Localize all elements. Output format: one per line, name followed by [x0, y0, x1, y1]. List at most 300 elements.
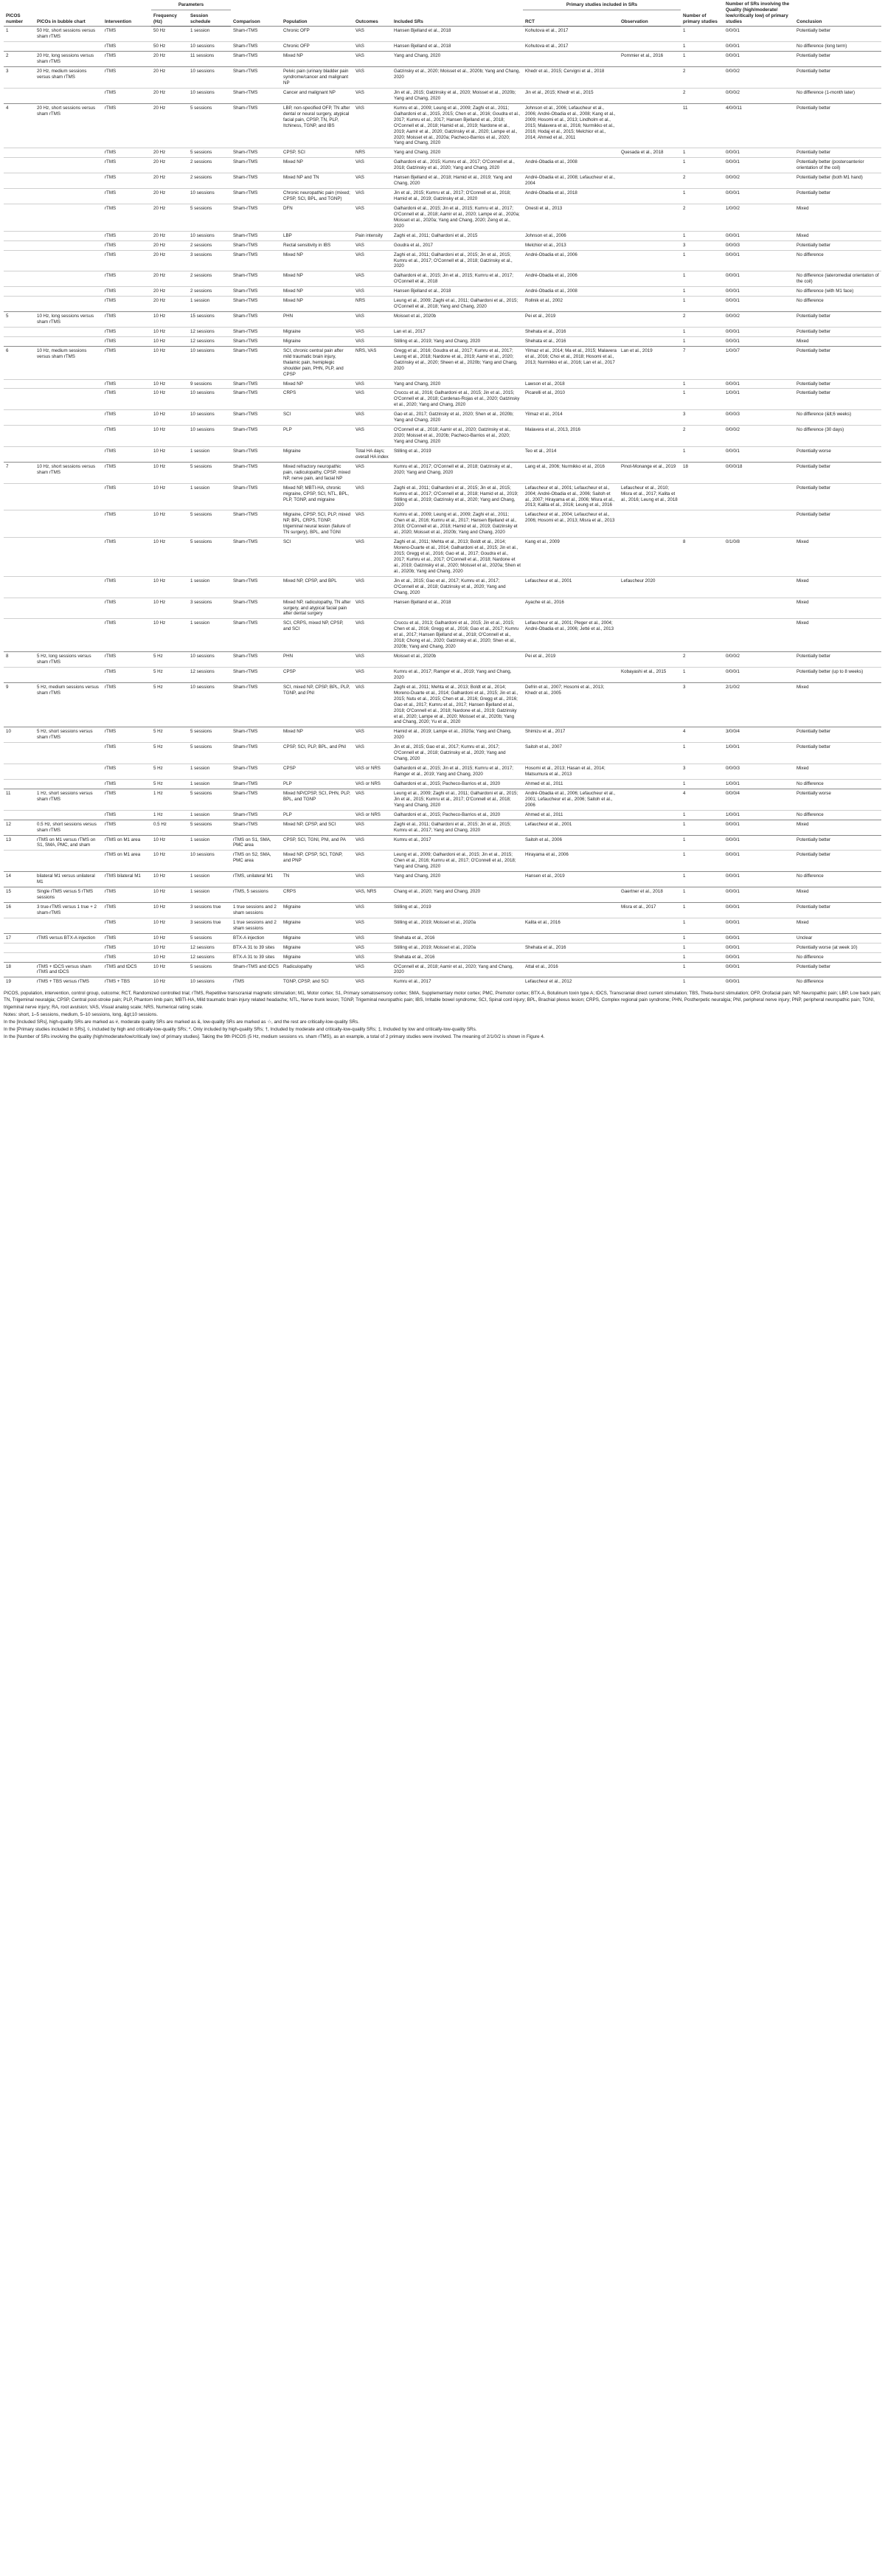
table-cell	[35, 287, 103, 297]
table-cell: 0/0/0/1	[723, 851, 794, 872]
table-cell	[4, 336, 35, 346]
table-cell: Jin et al., 2015; Kumru et al., 2017; O'Connell et al., 2018; Hamid et al., 2019; Gatzinsky et al., 2020	[392, 189, 523, 204]
table-cell: 2 sessions	[188, 240, 231, 250]
table-cell: Mixed NP	[281, 287, 353, 297]
table-cell: 3 sessions true	[188, 918, 231, 933]
table-cell: 4	[681, 789, 723, 810]
table-cell: Migraine	[281, 933, 353, 943]
table-cell: Sham-rTMS	[231, 240, 281, 250]
table-cell: Chronic OFP	[281, 42, 353, 52]
table-cell: 3 sessions true	[188, 902, 231, 918]
table-cell: VAS	[353, 67, 392, 89]
table-cell: Potentially better	[794, 52, 881, 67]
table-cell	[35, 764, 103, 780]
table-cell: VAS	[353, 88, 392, 103]
table-cell: Potentially better	[794, 240, 881, 250]
table-cell	[619, 426, 681, 447]
table-cell	[4, 851, 35, 872]
table-cell: Mixed NP	[281, 250, 353, 271]
table-cell: 50 Hz	[151, 27, 188, 42]
table-cell: rTMS	[103, 27, 151, 42]
table-cell: Galhardoni et al., 2015; Jin et al., 2015; Kumru et al., 2017; O'Connell et al., 2018; Aamir et al., 2020; Lampe et al., 2020a; Moisset et al., 2020a; Yang and Chang, 2020; Zeng et al., 2020	[392, 204, 523, 231]
table-row	[4, 346, 881, 379]
table-cell: Gaertner et al., 2018	[619, 887, 681, 903]
table-cell: 0/0/0/2	[723, 652, 794, 668]
table-cell: Mixed	[794, 538, 881, 577]
table-cell: Mixed	[794, 764, 881, 780]
table-cell	[35, 918, 103, 933]
table-cell: Defrin et al., 2007; Hosomi et al., 2013; Khedr et al., 2005	[523, 682, 619, 727]
table-cell: 10 sessions	[188, 410, 231, 426]
table-row	[4, 88, 881, 103]
table-cell: VAS	[353, 312, 392, 328]
table-cell	[619, 173, 681, 189]
table-cell: Hansen Bjelland et al., 2018	[392, 42, 523, 52]
table-cell: Lefaucheur et al., 2001	[523, 576, 619, 598]
table-cell: Sham-rTMS	[231, 52, 281, 67]
table-cell: No difference (lateromedial orientation of the coil)	[794, 271, 881, 287]
col-intervention: Intervention	[105, 18, 132, 24]
table-cell: Mixed NP, radiculopathy, TN after surgery, and atypical facial pain after dental surgery	[281, 598, 353, 619]
table-cell: Mixed	[794, 204, 881, 231]
table-cell: Hosomi et al., 2013; Hasan et al., 2014; Matsumura et al., 2013	[523, 764, 619, 780]
table-cell: Zaghi et al., 2011; Galhardoni et al., 2015; Jin et al., 2015; Kumru et al., 2017; Yang and Chang, 2020	[392, 820, 523, 835]
table-cell	[4, 510, 35, 538]
table-row	[4, 851, 881, 872]
table-cell: 1 Hz, short sessions versus sham rTMS	[35, 789, 103, 810]
table-cell: Potentially better (up to 8 weeks)	[794, 667, 881, 682]
table-cell: 11	[4, 789, 35, 810]
table-cell: 1 true sessions and 2 sham sessions	[231, 902, 281, 918]
table-cell: 4	[4, 103, 35, 148]
col-rct: RCT	[523, 10, 619, 27]
table-cell: 4/0/0/11	[723, 103, 794, 148]
table-cell: Melchior et al., 2013	[523, 240, 619, 250]
note-line: In the [Primary studies included in SRs], ◊, included by high and critically-low-quality SRs; *, Only included by high-quality SRs; †, Included by moderate and critically-low-quality SRs; ‡, Included by low and critically-low-quality SRs.	[4, 1026, 477, 1032]
table-cell: CPSP	[281, 764, 353, 780]
table-cell: 10 Hz	[151, 943, 188, 952]
table-cell	[4, 426, 35, 447]
table-cell: 20 Hz	[151, 287, 188, 297]
table-cell	[619, 764, 681, 780]
table-cell: 1 session	[188, 872, 231, 887]
table-cell: 10 Hz	[151, 872, 188, 887]
table-cell: CPSP, SCI, TGNI, PNI, and PA	[281, 835, 353, 851]
picos-table	[4, 0, 881, 986]
table-cell: rTMS	[103, 173, 151, 189]
table-cell: 12 sessions	[188, 952, 231, 962]
table-cell: Sham-rTMS	[231, 576, 281, 598]
table-cell: 10 Hz	[151, 410, 188, 426]
table-cell: 10 Hz	[151, 887, 188, 903]
table-cell: 1 session	[188, 764, 231, 780]
table-cell: 3 sessions	[188, 250, 231, 271]
table-cell	[681, 510, 723, 538]
table-cell: rTMS	[103, 271, 151, 287]
table-cell: rTMS	[103, 902, 151, 918]
table-cell: Single rTMS versus 5 rTMS sessions	[35, 887, 103, 903]
table-row	[4, 271, 881, 287]
col-frequency: Frequency (Hz)	[151, 10, 188, 27]
table-row	[4, 952, 881, 962]
table-cell: Ahmed et al., 2011	[523, 779, 619, 789]
table-cell: 0/0/0/1	[723, 42, 794, 52]
table-cell: No difference (1-month later)	[794, 88, 881, 103]
table-cell: 6	[4, 346, 35, 379]
table-cell	[619, 27, 681, 42]
table-cell: Zaghi et al., 2011; Galhardoni et al., 2015; Jin et al., 2015; Kumru et al., 2017; O'Connell et al., 2018; Hamid et al., 2019; Stilling et al., 2019; Gatzinsky et al., 2020; Yang and Chang, 2020	[392, 483, 523, 510]
table-cell: BTX-A injection	[231, 933, 281, 943]
table-cell: 0.5 Hz	[151, 820, 188, 835]
table-cell: VAS	[353, 462, 392, 483]
table-cell: 1	[681, 887, 723, 903]
table-cell: 1	[681, 297, 723, 312]
table-cell	[723, 619, 794, 652]
table-cell: 1 session	[188, 576, 231, 598]
table-cell: Mixed NP	[281, 158, 353, 173]
table-cell: Potentially better	[794, 462, 881, 483]
table-cell: Shehata et al., 2016	[392, 933, 523, 943]
table-cell: rTMS + TBS	[103, 977, 151, 986]
table-cell: Pelvic pain (urinary bladder pain syndrome/cancer and malignant NP	[281, 67, 353, 89]
table-row	[4, 52, 881, 67]
table-cell: No difference	[794, 872, 881, 887]
table-cell: Leung et al., 2009; Zaghi et al., 2011; Galhardoni et al., 2015; O'Connell et al., 2018; Yang and Chang, 2020	[392, 297, 523, 312]
table-cell: Potentially better (posteroanterior orientation of the coil)	[794, 158, 881, 173]
table-cell: CRPS	[281, 887, 353, 903]
table-cell: André-Obadia et al., 2006	[523, 271, 619, 287]
table-cell: 0/0/0/1	[723, 379, 794, 389]
table-cell	[4, 598, 35, 619]
table-cell: PLP	[281, 426, 353, 447]
document	[4, 0, 881, 1040]
table-cell: Kohutova et al., 2017	[523, 27, 619, 42]
table-cell: 20 Hz	[151, 297, 188, 312]
table-cell: 14	[4, 872, 35, 887]
table-cell: rTMS	[103, 312, 151, 328]
table-cell	[4, 389, 35, 410]
table-cell: 10 sessions	[188, 67, 231, 89]
table-cell: 3	[681, 240, 723, 250]
table-cell: Potentially better	[794, 103, 881, 148]
table-cell: 10 Hz	[151, 851, 188, 872]
table-cell	[35, 189, 103, 204]
table-row	[4, 810, 881, 820]
table-cell: CPSP, SCI, PLP, BPL, and PNI	[281, 743, 353, 764]
table-cell: Zaghi et al., 2011; Galhardoni et al., 2015; Jin et al., 2015; Kumru et al., 2017; O'Connell et al., 2018; Gatzinsky et al., 2020	[392, 250, 523, 271]
table-cell: VAS	[353, 576, 392, 598]
table-cell: 1	[681, 271, 723, 287]
table-cell: rTMS	[103, 88, 151, 103]
table-cell: Sham-rTMS	[231, 426, 281, 447]
table-cell: rTMS	[103, 240, 151, 250]
table-cell: 5	[4, 312, 35, 328]
table-cell: Mixed	[794, 598, 881, 619]
table-cell	[4, 538, 35, 577]
table-cell: VAS	[353, 820, 392, 835]
table-cell: 5 sessions	[188, 820, 231, 835]
table-cell: VAS	[353, 52, 392, 67]
table-cell: rTMS	[103, 426, 151, 447]
table-cell	[4, 173, 35, 189]
table-cell: O'Connell et al., 2018; Aamir et al., 2020; Gatzinsky et al., 2020; Moisset et al., 2020b; Pacheco-Barrios et al., 2020; Yang and Chang, 2020	[392, 426, 523, 447]
table-cell	[4, 918, 35, 933]
col-primary-studies: Primary studies included in SRs	[523, 0, 681, 10]
table-row	[4, 204, 881, 231]
table-cell	[619, 743, 681, 764]
table-cell: 10 sessions	[188, 426, 231, 447]
table-cell: VAS or NRS	[353, 764, 392, 780]
table-cell	[619, 652, 681, 668]
col-number-primary: Number of primary studies	[683, 13, 718, 24]
table-cell: 1	[681, 327, 723, 336]
table-row	[4, 789, 881, 810]
table-cell: 0/0/0/1	[723, 189, 794, 204]
table-cell: 10 Hz	[151, 336, 188, 346]
table-cell: rTMS	[103, 598, 151, 619]
table-cell	[4, 667, 35, 682]
table-cell: 3	[681, 764, 723, 780]
table-cell: 5 Hz	[151, 727, 188, 743]
table-cell: PHN	[281, 312, 353, 328]
table-cell	[35, 148, 103, 158]
table-cell: 10 Hz	[151, 446, 188, 462]
table-cell: André-Obadia et al., 2018	[523, 189, 619, 204]
table-row	[4, 619, 881, 652]
table-cell	[35, 779, 103, 789]
table-cell: rTMS on M1 area	[103, 851, 151, 872]
table-cell: Moisset et al., 2020b	[392, 312, 523, 328]
table-cell	[523, 887, 619, 903]
table-row	[4, 189, 881, 204]
table-cell: 10 Hz, medium sessions versus sham rTMS	[35, 346, 103, 379]
table-cell: 0/0/0/2	[723, 173, 794, 189]
table-cell: VAS	[353, 598, 392, 619]
table-cell: Lefaucheur et al., 2001	[523, 820, 619, 835]
table-cell: Mixed NP	[281, 727, 353, 743]
table-cell	[619, 619, 681, 652]
table-cell: VAS	[353, 426, 392, 447]
table-cell: 20 Hz	[151, 148, 188, 158]
table-cell: Ayache et al., 2016	[523, 598, 619, 619]
table-row	[4, 727, 881, 743]
table-cell: rTMS	[103, 336, 151, 346]
table-cell: VAS	[353, 410, 392, 426]
table-cell: Total HA days; overall HA index	[353, 446, 392, 462]
table-cell: Sham-rTMS	[231, 682, 281, 727]
table-cell: 0/0/0/1	[723, 250, 794, 271]
table-cell: Sham-rTMS	[231, 250, 281, 271]
table-cell: rTMS	[103, 887, 151, 903]
table-cell: Potentially better	[794, 389, 881, 410]
table-cell: rTMS	[103, 943, 151, 952]
table-cell: 5 sessions	[188, 789, 231, 810]
table-cell: 10 Hz	[151, 933, 188, 943]
table-cell: VAS	[353, 682, 392, 727]
table-cell: Kumru et al., 2009; Leung et al., 2009; Zaghi et al., 2011; Galhardoni et al., 2015, 2015; Chen et al., 2016; Goudra et al., 2017; Kumru et al., 2017; Hansen Bjelland et al., 2018; O'Connell et al., 2018; Hamid et al., 2019; Nardone et al., 2019; Aamir et al., 2020; Gatzinsky et al., 2020; Lampe et al., 2020; Moisset et al., 2020a; Pacheco-Barrios et al., 2020; Yang and Chang, 2020	[392, 103, 523, 148]
table-cell: Sham-rTMS	[231, 510, 281, 538]
table-cell: VAS	[353, 727, 392, 743]
table-cell: rTMS	[103, 483, 151, 510]
table-cell: Galhardoni et al., 2015; Pacheco-Barrios et al., 2020	[392, 779, 523, 789]
table-cell	[35, 598, 103, 619]
table-cell: 0/0/0/1	[723, 271, 794, 287]
table-cell: Hamid et al., 2019; Lampe et al., 2020a; Yang and Chang, 2020	[392, 727, 523, 743]
table-cell: 2 sessions	[188, 173, 231, 189]
table-cell: 0/0/0/3	[723, 410, 794, 426]
table-cell: rTMS	[103, 619, 151, 652]
table-cell: VAS	[353, 287, 392, 297]
table-cell	[619, 379, 681, 389]
table-cell: 0/0/0/1	[723, 52, 794, 67]
table-cell: 2	[4, 52, 35, 67]
table-cell: VAS	[353, 510, 392, 538]
col-population: Population	[283, 18, 308, 24]
table-cell: 10 sessions	[188, 977, 231, 986]
table-cell: 2	[681, 426, 723, 447]
table-cell: 7	[681, 346, 723, 379]
table-cell: rTMS and tDCS	[103, 962, 151, 977]
table-cell: 2	[681, 312, 723, 328]
table-cell: 2	[681, 88, 723, 103]
table-cell	[619, 779, 681, 789]
table-cell	[4, 410, 35, 426]
table-cell: Jin et al., 2015; Khedr et al., 2015	[523, 88, 619, 103]
table-cell: 5 Hz, medium sessions versus sham rTMS	[35, 682, 103, 727]
table-cell: rTMS	[103, 789, 151, 810]
table-cell: Sham-rTMS	[231, 598, 281, 619]
table-cell	[619, 410, 681, 426]
table-cell	[4, 231, 35, 240]
table-row	[4, 336, 881, 346]
table-cell: Mixed NP/CPSP, SCI, PHN, PLP, BPL, and TGNP	[281, 789, 353, 810]
table-cell	[4, 743, 35, 764]
table-cell: NRS	[353, 148, 392, 158]
table-cell: Goudra et al., 2017	[392, 240, 523, 250]
table-cell: rTMS	[103, 810, 151, 820]
table-cell: Potentially better	[794, 312, 881, 328]
table-cell: 3 sessions	[188, 598, 231, 619]
table-cell: Galhardoni et al., 2015; Jin et al., 2015; Kumru et al., 2017; O'Connell et al., 2018	[392, 271, 523, 287]
table-cell: Teo et al., 2014	[523, 446, 619, 462]
table-cell: Sham-rTMS	[231, 158, 281, 173]
table-cell: rTMS	[103, 667, 151, 682]
table-cell	[523, 52, 619, 67]
table-cell: rTMS	[103, 42, 151, 52]
table-cell: Sham-rTMS	[231, 346, 281, 379]
col-session-schedule: Session schedule	[188, 10, 231, 27]
table-cell: Mixed NP	[281, 379, 353, 389]
table-cell: 1 session	[188, 297, 231, 312]
table-cell: Hirayama et al., 2006	[523, 851, 619, 872]
table-cell	[4, 779, 35, 789]
table-cell: 1 session	[188, 483, 231, 510]
table-cell: 1	[681, 820, 723, 835]
table-cell: Leung et al., 2009; Galhardoni et al., 2015; Jin et al., 2015; Chen et al., 2016; Kumru et al., 2017; O'Connell et al., 2018; Yang and Chang, 2020	[392, 851, 523, 872]
table-row	[4, 148, 881, 158]
table-cell: Mixed	[794, 619, 881, 652]
table-cell: Moisset et al., 2020b	[392, 652, 523, 668]
table-cell: Stilling et al., 2019	[392, 446, 523, 462]
table-cell: 0/0/0/1	[723, 933, 794, 943]
table-cell: BTX-A 31 to 39 sites	[231, 943, 281, 952]
table-cell: 12 sessions	[188, 943, 231, 952]
table-cell: rTMS	[103, 287, 151, 297]
table-cell: VAS, NRS	[353, 887, 392, 903]
table-cell: Saitoh et al., 2007	[523, 743, 619, 764]
table-cell	[619, 977, 681, 986]
table-cell: VAS	[353, 389, 392, 410]
table-cell: André-Obadia et al., 2006; Lefaucheur et al., 2001; Lefaucheur et al., 2006; Saitoh et al., 2006	[523, 789, 619, 810]
table-header	[4, 0, 881, 27]
table-cell: 10 Hz, long sessions versus sham rTMS	[35, 312, 103, 328]
table-cell: No difference	[794, 250, 881, 271]
table-row	[4, 887, 881, 903]
table-cell: PHN	[281, 652, 353, 668]
table-cell: 5 sessions	[188, 727, 231, 743]
table-cell: 1	[681, 872, 723, 887]
table-cell: rTMS bilateral M1	[103, 872, 151, 887]
table-cell	[35, 379, 103, 389]
table-cell	[723, 598, 794, 619]
table-cell: 0/0/0/1	[723, 148, 794, 158]
table-cell: rTMS	[103, 231, 151, 240]
table-cell: 1/0/0/7	[723, 346, 794, 379]
table-cell: Lan et al., 2019	[619, 346, 681, 379]
table-cell: Potentially worse (at week 10)	[794, 943, 881, 952]
table-cell: 16	[4, 902, 35, 918]
table-cell: Sham-rTMS	[231, 483, 281, 510]
table-cell: 1	[681, 977, 723, 986]
table-cell	[4, 446, 35, 462]
table-cell	[4, 327, 35, 336]
table-cell: VAS	[353, 962, 392, 977]
table-cell: Potentially better	[794, 483, 881, 510]
table-cell: Yang and Chang, 2020	[392, 148, 523, 158]
table-cell	[35, 619, 103, 652]
table-cell: Sham-rTMS	[231, 727, 281, 743]
table-row	[4, 27, 881, 42]
table-cell: 5 Hz, short sessions versus sham rTMS	[35, 727, 103, 743]
table-cell: 1	[681, 189, 723, 204]
table-cell: VAS	[353, 933, 392, 943]
table-cell: 20 Hz, long sessions versus sham rTMS	[35, 52, 103, 67]
table-cell: Shehata et al., 2016	[523, 336, 619, 346]
table-cell: Sham-rTMS	[231, 379, 281, 389]
table-cell: BTX-A 31 to 39 sites	[231, 952, 281, 962]
table-cell: Hansen Bjelland et al., 2018; Hamid et al., 2019; Yang and Chang, 2020	[392, 173, 523, 189]
table-row	[4, 820, 881, 835]
table-cell: Pinot-Monange et al., 2019	[619, 462, 681, 483]
table-cell: Potentially better	[794, 835, 881, 851]
table-cell: 5 Hz	[151, 667, 188, 682]
table-cell	[723, 510, 794, 538]
table-cell: Mixed NP	[281, 52, 353, 67]
table-cell: 1	[681, 902, 723, 918]
table-cell	[619, 240, 681, 250]
table-cell: Sham-rTMS	[231, 820, 281, 835]
col-bubble-chart: PICOs in bubble chart	[37, 18, 86, 24]
table-cell: Mixed NP and TN	[281, 173, 353, 189]
table-cell: 20 Hz	[151, 103, 188, 148]
table-cell: VAS	[353, 952, 392, 962]
table-cell: Mixed	[794, 918, 881, 933]
table-cell: Sham-rTMS	[231, 148, 281, 158]
table-row	[4, 918, 881, 933]
table-cell: NRS	[353, 297, 392, 312]
table-cell: 5 Hz	[151, 682, 188, 727]
table-cell: 50 Hz, short sessions versus sham rTMS	[35, 27, 103, 42]
